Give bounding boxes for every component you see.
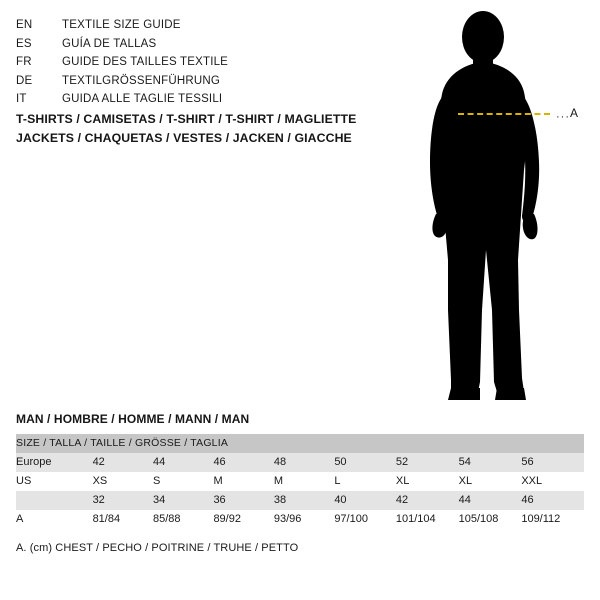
language-row — [16, 35, 386, 54]
language-list — [16, 16, 386, 109]
table-cell: 32 — [93, 491, 153, 510]
row-label: US — [16, 472, 93, 491]
table-cell: 56 — [521, 453, 584, 472]
callout-dashes: ··· — [556, 111, 570, 123]
table-cell: 97/100 — [334, 510, 396, 529]
table-cell: 54 — [459, 453, 522, 472]
table-cell: 109/112 — [521, 510, 584, 529]
table-cell: 85/88 — [153, 510, 213, 529]
table-cell: 38 — [274, 491, 334, 510]
row-label: Europe — [16, 453, 93, 472]
language-title: GUIDE DES TAILLES TEXTILE — [62, 56, 229, 68]
category-tshirts: T-SHIRTS / CAMISETAS / T-SHIRT / T-SHIRT / MAGLIETTE — [16, 112, 357, 126]
category-jackets: JACKETS / CHAQUETAS / VESTES / JACKEN / GIACCHE — [16, 131, 352, 145]
language-code: EN — [16, 19, 33, 31]
language-code: ES — [16, 37, 32, 50]
table-header-label: SIZE / TALLA / TAILLE / GRÖSSE / TAGLIA — [16, 434, 584, 453]
table-row — [16, 491, 584, 510]
table-row — [16, 453, 584, 472]
table-cell: 105/108 — [459, 510, 522, 529]
language-code: DE — [16, 74, 33, 87]
table-cell: M — [213, 472, 273, 491]
table-row — [16, 472, 584, 491]
table-cell: 42 — [93, 453, 153, 472]
table-cell: 46 — [213, 453, 273, 472]
table-cell: 42 — [396, 491, 459, 510]
size-table-section — [16, 412, 584, 554]
table-cell: 101/104 — [396, 510, 459, 529]
language-title: GUIDA ALLE TAGLIE TESSILI — [62, 93, 223, 105]
language-title: TEXTILGRÖSSENFÜHRUNG — [62, 74, 220, 87]
category-headings — [16, 110, 416, 148]
language-row — [16, 72, 386, 91]
language-title: TEXTILE SIZE GUIDE — [62, 19, 181, 31]
table-cell: 44 — [459, 491, 522, 510]
table-row — [16, 510, 584, 529]
language-row — [16, 90, 386, 109]
language-row — [16, 53, 386, 72]
table-cell: XL — [459, 472, 522, 491]
table-cell: S — [153, 472, 213, 491]
language-code: FR — [16, 56, 32, 68]
language-row — [16, 16, 386, 35]
table-cell: 40 — [334, 491, 396, 510]
table-cell: 93/96 — [274, 510, 334, 529]
table-cell: 36 — [213, 491, 273, 510]
silhouette-icon — [418, 10, 590, 400]
table-footnote: A. (cm) CHEST / PECHO / POITRINE / TRUHE / PETTO — [16, 542, 299, 554]
table-cell: 81/84 — [93, 510, 153, 529]
table-header-row — [16, 434, 584, 453]
row-label — [16, 491, 93, 510]
table-cell: 89/92 — [213, 510, 273, 529]
callout-label-a: A — [570, 106, 579, 120]
table-cell: XXL — [521, 472, 584, 491]
table-cell: 34 — [153, 491, 213, 510]
size-table — [16, 434, 584, 529]
row-label: A — [16, 510, 93, 529]
table-cell: 48 — [274, 453, 334, 472]
language-title: GUÍA DE TALLAS — [62, 37, 157, 50]
table-cell: XL — [396, 472, 459, 491]
table-cell: 52 — [396, 453, 459, 472]
language-code: IT — [16, 93, 27, 105]
table-title: MAN / HOMBRE / HOMME / MANN / MAN — [16, 412, 250, 426]
table-cell: L — [334, 472, 396, 491]
table-cell: 44 — [153, 453, 213, 472]
male-silhouette-figure — [418, 10, 590, 400]
table-cell: M — [274, 472, 334, 491]
table-cell: 50 — [334, 453, 396, 472]
chest-measure-line — [458, 113, 550, 115]
table-cell: 46 — [521, 491, 584, 510]
table-cell: XS — [93, 472, 153, 491]
